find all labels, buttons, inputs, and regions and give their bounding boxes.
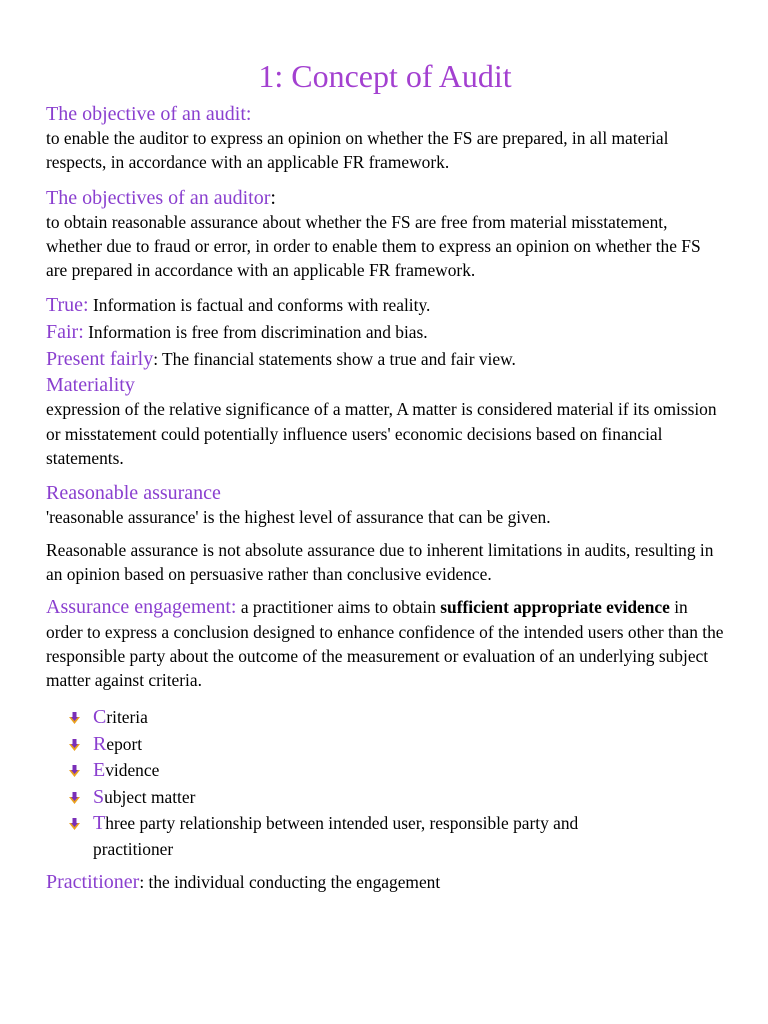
- term-true: True:: [46, 294, 89, 317]
- text-assurance-engagement-bold: sufficient appropriate evidence: [440, 597, 670, 618]
- section-reasonable-assurance: [46, 481, 724, 586]
- heading-objectives-auditor-text: The objectives of an auditor: [46, 186, 271, 209]
- down-arrow-icon: [68, 739, 81, 752]
- section-assurance-engagement: [46, 595, 724, 692]
- list-item: [68, 784, 724, 811]
- heading-colon: :: [270, 186, 276, 209]
- definition-true: [46, 292, 724, 319]
- definition-present-fairly: [46, 346, 724, 373]
- acronym-list: [46, 704, 724, 861]
- list-item: [68, 731, 724, 758]
- acronym-letter: S: [93, 785, 105, 808]
- acronym-letter: E: [93, 759, 106, 782]
- text-true: Information is factual and conforms with reality.: [88, 295, 431, 316]
- section-materiality: [46, 373, 724, 470]
- acronym-rest: ubject matter: [104, 786, 196, 807]
- heading-reasonable-assurance: Reasonable assurance: [46, 482, 221, 505]
- down-arrow-icon: [68, 792, 81, 805]
- section-objectives-auditor: [46, 186, 724, 283]
- text-assurance-engagement-b: in order to express a conclusion designed to enhance confidence of the intended users other than the responsible party about the outcome of the measurement or evaluation of an underlying subject matter against criteria.: [46, 597, 724, 691]
- down-arrow-icon: [68, 818, 81, 831]
- acronym-letter: R: [93, 732, 107, 755]
- heading-objectives-auditor: [46, 186, 724, 210]
- definition-practitioner: [46, 869, 724, 896]
- text-objective-audit: to enable the auditor to express an opinion on whether the FS are prepared, in all material respects, in accordance with an applicable FR framework.: [46, 128, 669, 173]
- heading-objective-audit: The objective of an audit:: [46, 103, 252, 125]
- text-objectives-auditor: to obtain reasonable assurance about whether the FS are free from material misstatement, whether due to fraud or error, in order to enable them to express an opinion on whether the FS are prepared in accordance with an applicable FR framework.: [46, 211, 701, 281]
- acronym-rest: hree party relationship between intended user, responsible party and: [105, 813, 579, 834]
- heading-materiality: Materiality: [46, 374, 135, 397]
- page-title: 1: Concept of Audit: [258, 58, 512, 94]
- section-objective-audit: [46, 102, 724, 175]
- term-present-fairly: Present fairly: [46, 348, 154, 371]
- text-fair: Information is free from discrimination and bias.: [83, 322, 428, 343]
- acronym-rest: eport: [106, 733, 143, 754]
- text-present-fairly: : The financial statements show a true and fair view.: [153, 349, 516, 370]
- acronym-rest: riteria: [106, 707, 148, 728]
- definitions-group: [46, 292, 724, 373]
- term-fair: Fair:: [46, 321, 84, 344]
- text-reasonable-assurance-1: 'reasonable assurance' is the highest level of assurance that can be given.: [46, 507, 551, 528]
- acronym-letter: C: [93, 706, 107, 729]
- term-assurance-engagement: Assurance engagement:: [46, 596, 237, 619]
- text-reasonable-assurance-2: Reasonable assurance is not absolute assurance due to inherent limitations in audits, resulting in an opinion based on persuasive rather than conclusive evidence.: [46, 539, 714, 584]
- text-practitioner: : the individual conducting the engagement: [139, 871, 441, 892]
- list-item: [68, 757, 724, 784]
- down-arrow-icon: [68, 765, 81, 778]
- acronym-letter: T: [93, 812, 106, 835]
- list-item: [68, 704, 724, 731]
- text-assurance-engagement-a: a practitioner aims to obtain: [236, 597, 441, 618]
- down-arrow-icon: [68, 712, 81, 725]
- term-practitioner: Practitioner: [46, 870, 140, 893]
- acronym-rest: vidence: [105, 760, 160, 781]
- acronym-continuation: practitioner: [93, 838, 174, 859]
- definition-fair: [46, 319, 724, 346]
- list-item: [68, 810, 724, 861]
- text-materiality: expression of the relative significance of a matter, A matter is considered material if its omission or misstatement could potentially influence users' economic decisions based on financial statements.: [46, 399, 717, 469]
